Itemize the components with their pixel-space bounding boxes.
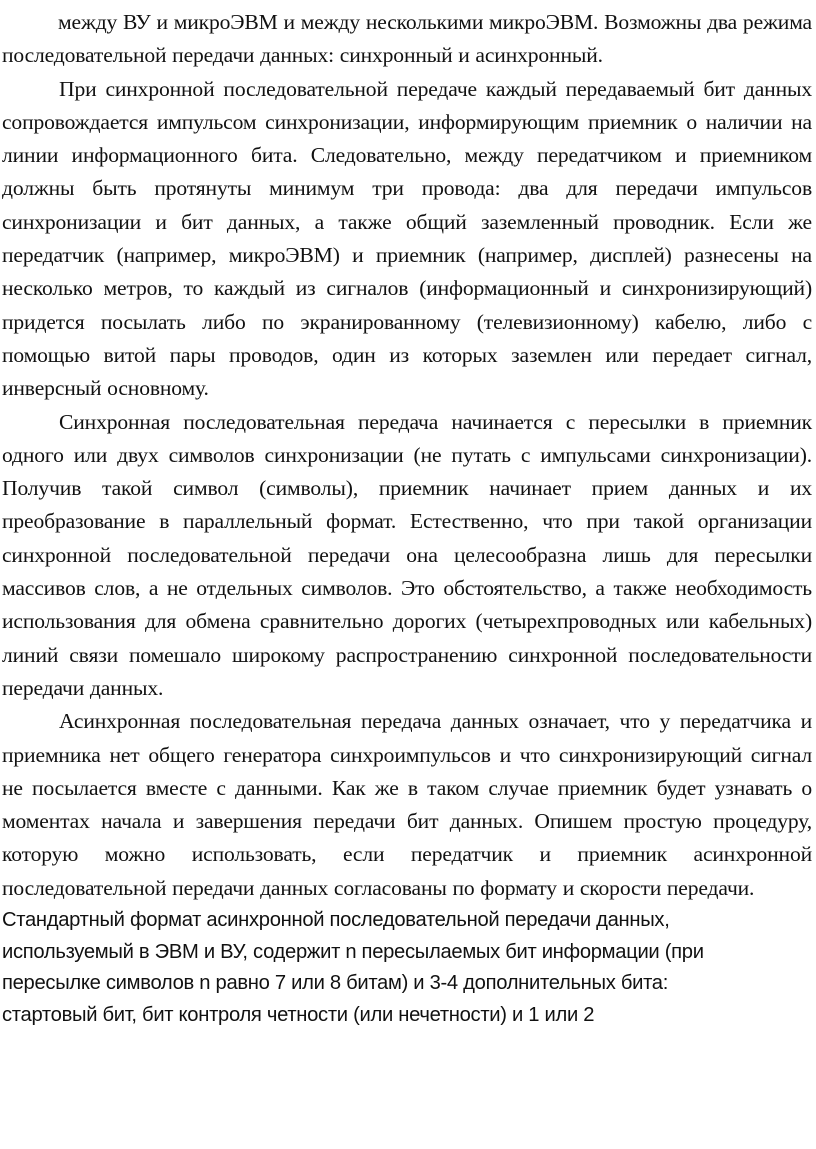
paragraph-synchronous-start: Синхронная последовательная передача начинается с пересылки в приемник одного или двух символов синхронизации (не путать с импульсами синхронизации). Получив такой символ (символы), приемник начинает прием данных и их преобразование в параллельный формат. Естественно, что при такой организации синхронной последовательной передачи она целесообразна лишь для пересылки массивов слов, а не отдельных символов. Это обстоятельство, а также необходимость использования для обмена сравнительно дорогих (четырехпроводных или кабельных) линий связи помешало широкому распространению синхронной последовательности передачи данных. <box>2 409 812 700</box>
paragraph-intro-continuation: между ВУ и микроЭВМ и между несколькими микроЭВМ. Возможны два режима последовательной передачи данных: синхронный и асинхронный. <box>2 10 812 68</box>
paragraph-standard-format: Стандартный формат асинхронной последовательной передачи данных, используемый в ЭВМ и ВУ, содержит n пересылаемых бит информации (при пересылке символов n равно 7 или 8 битам) и 3-4 дополнительных бита: стартовый бит, бит контроля четности (или нечетности) и 1 или 2 <box>2 909 704 1026</box>
paragraph-asynchronous-transfer: Асинхронная последовательная передача данных означает, что у передатчика и приемника нет общего генератора синхроимпульсов и что синхронизирующий сигнал не посылается вместе с данными. Как же в таком случае приемник будет узнавать о моментах начала и завершения передачи бит данных. Опишем простую процедуру, которую можно использовать, если передатчик и приемник асинхронной последовательной передачи данных согласованы по формату и скорости передачи. <box>2 709 812 900</box>
paragraph-synchronous-transfer: При синхронной последовательной передаче каждый передаваемый бит данных сопровождается импульсом синхронизации, информирующим приемник о наличии на линии информационного бита. Следовательно, между передатчиком и приемником должны быть протянуты минимум три провода: два для передачи импульсов синхронизации и бит данных, а также общий заземленный проводник. Если же передатчик (например, микроЭВМ) и приемник (например, дисплей) разнесены на несколько метров, то каждый из сигналов (информационный и синхронизирующий) придется посылать либо по экранированному (телевизионному) кабелю, либо с помощью витой пары проводов, один из которых заземлен или передает сигнал, инверсный основному. <box>2 76 812 401</box>
